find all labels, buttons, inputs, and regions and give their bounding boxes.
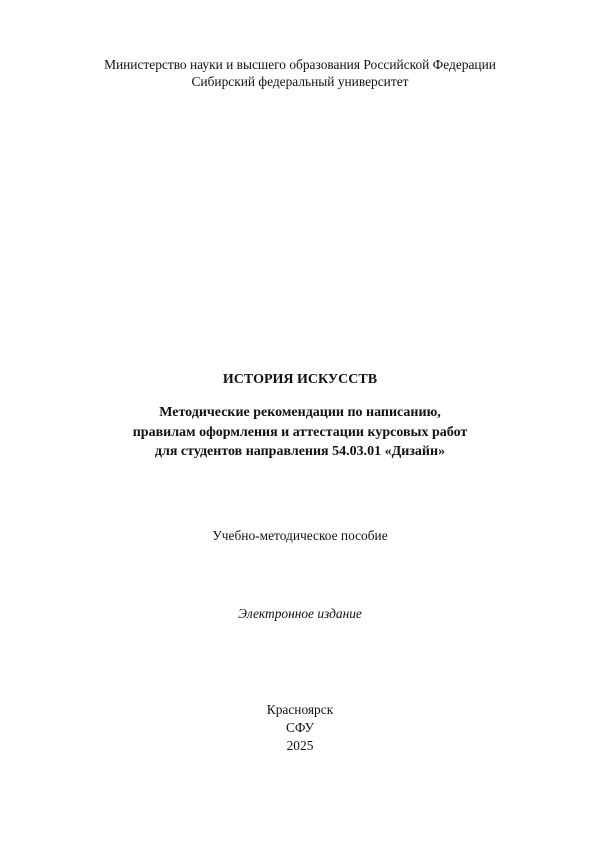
year-line: 2025 (286, 738, 314, 753)
subtitle-line-2: правилам оформления и аттестации курсовых работ (132, 425, 468, 440)
subtitle-line-1: Методические рекомендации по написанию, (159, 405, 441, 420)
publisher-line: СФУ (286, 720, 314, 735)
ministry-line: Министерство науки и высшего образования Российской Федерации (104, 57, 496, 72)
edition-label: Электронное издание (238, 606, 362, 621)
city-line: Красноярск (266, 702, 334, 717)
publication-type: Учебно-методическое пособие (212, 528, 388, 543)
university-line: Сибирский федеральный университет (191, 74, 409, 89)
subtitle-line-3: для студентов направления 54.03.01 «Дизайн» (154, 444, 446, 459)
document-title: ИСТОРИЯ ИСКУССТВ (222, 372, 378, 387)
